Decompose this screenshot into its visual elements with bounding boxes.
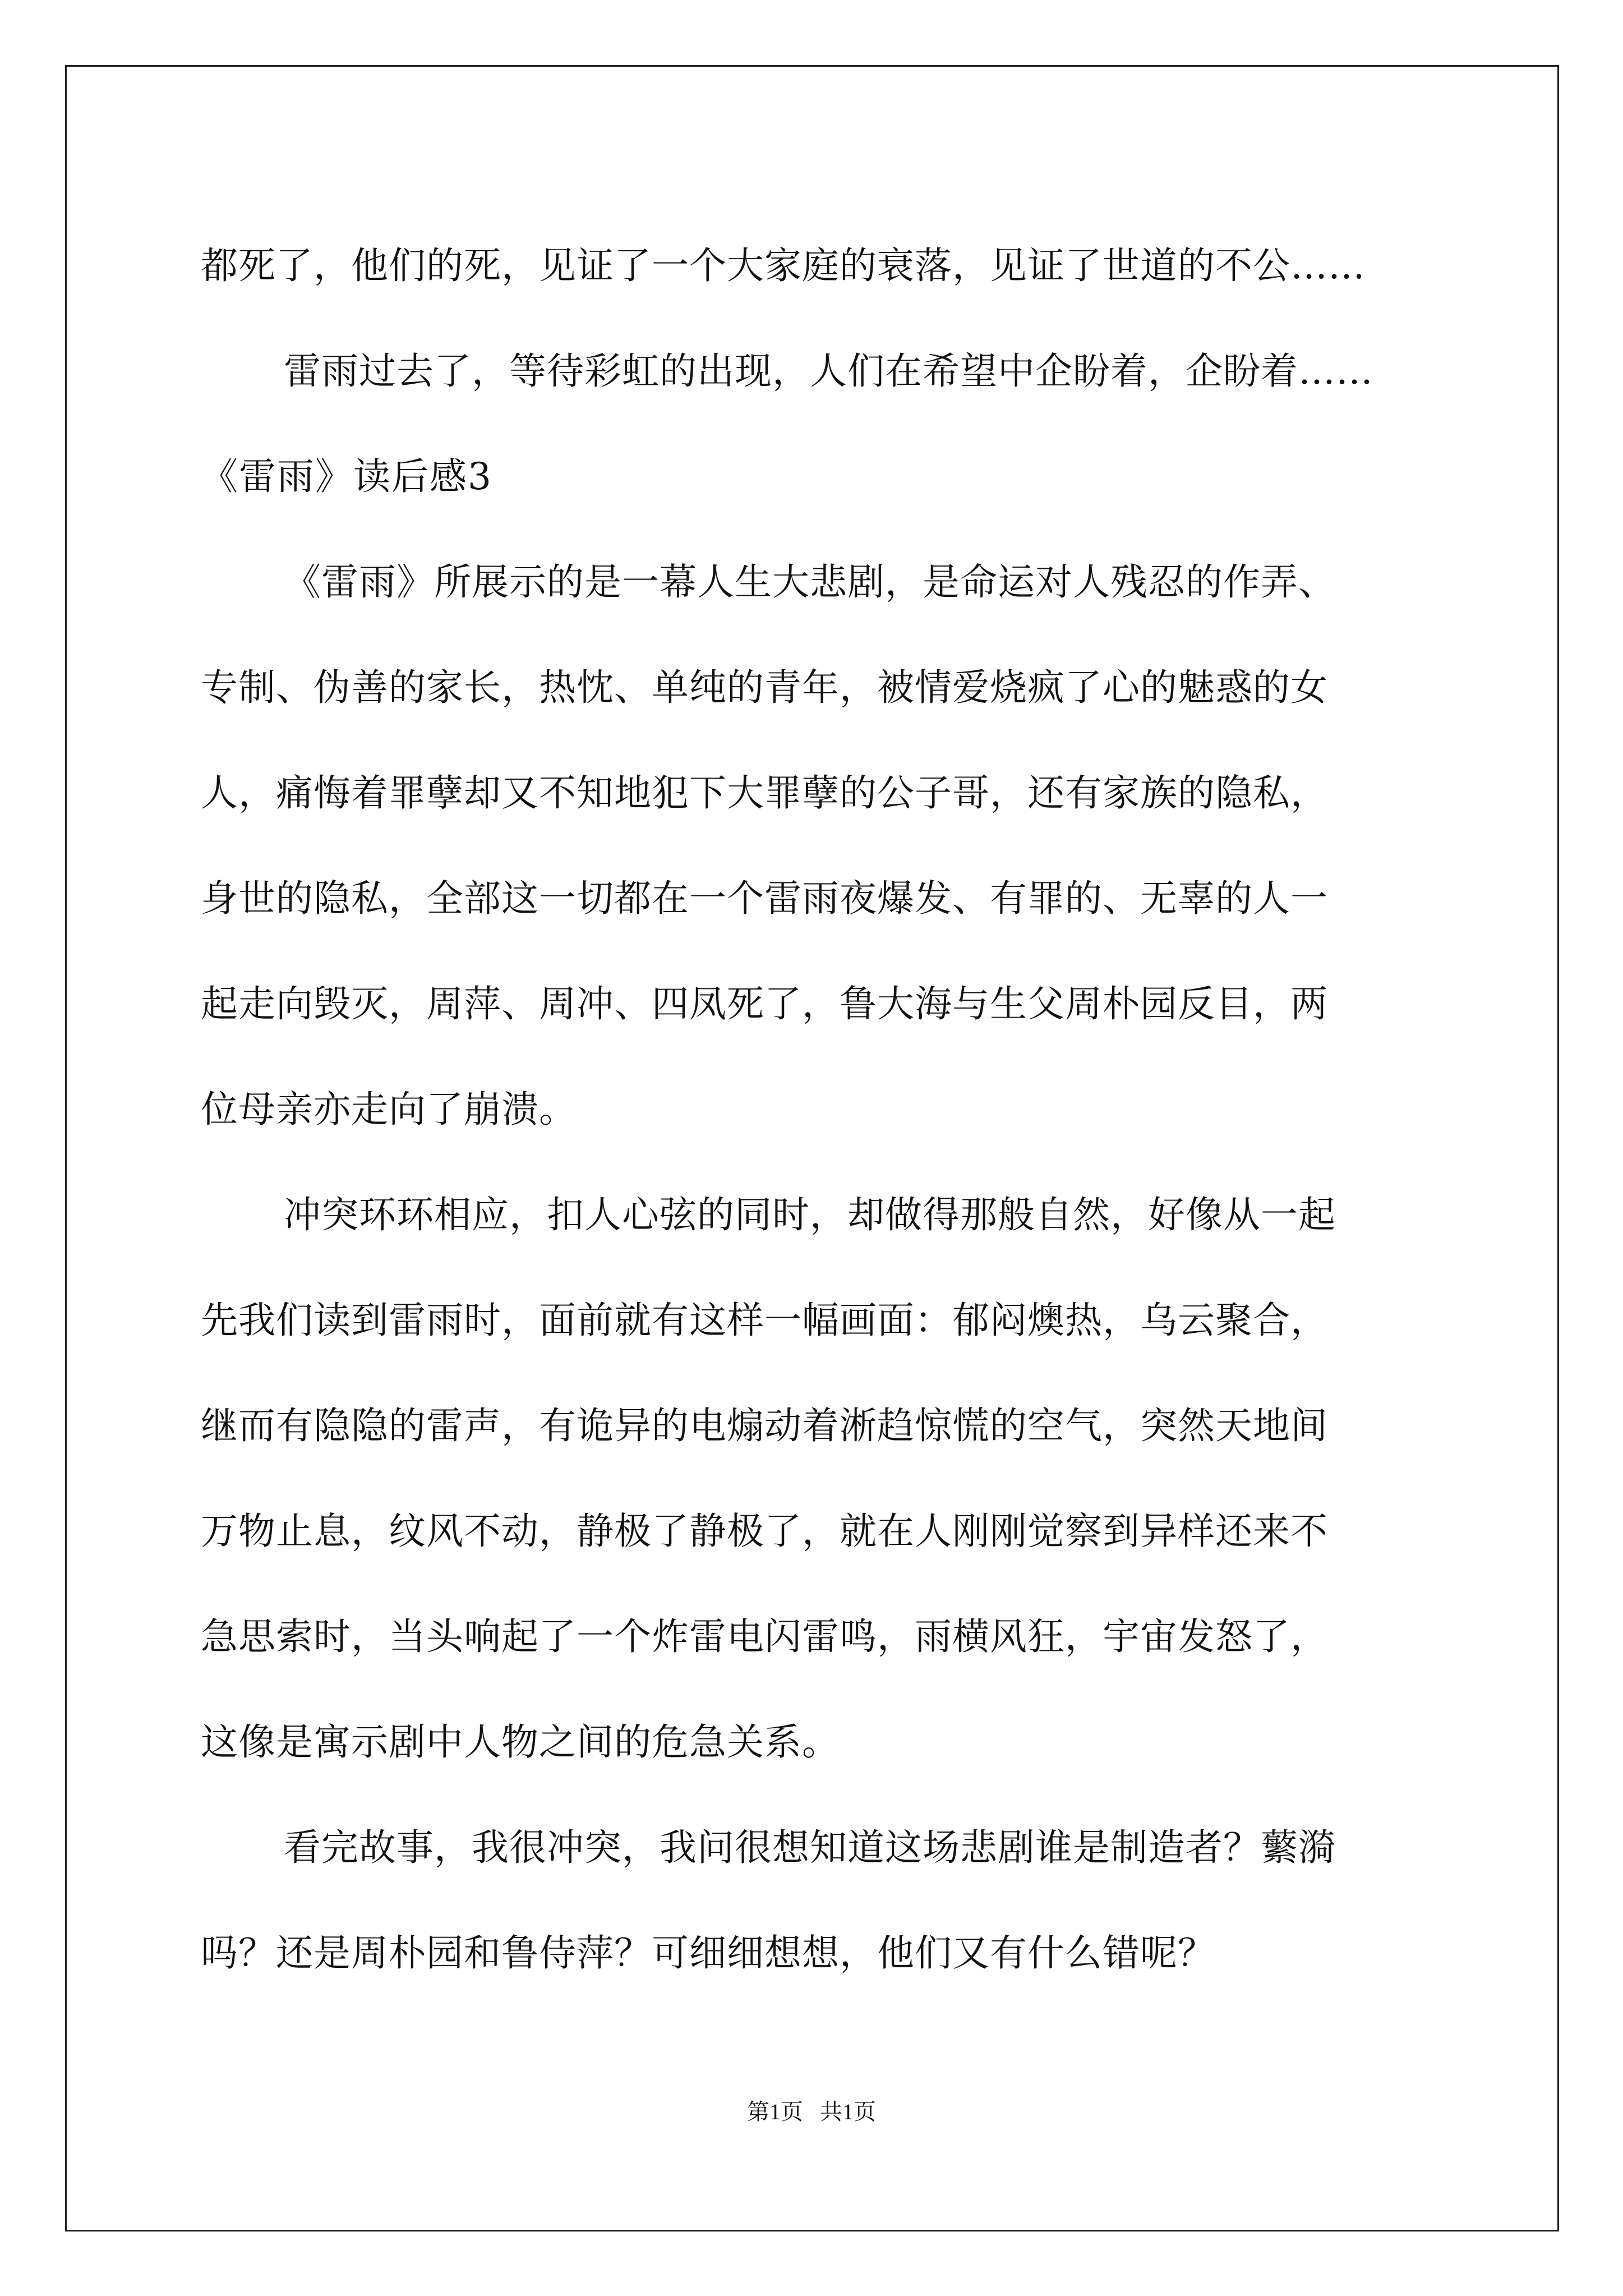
text-line: 都死了，他们的死，见证了一个大家庭的衰落，见证了世道的不公…… [201, 244, 1366, 287]
text-line: 万物止息，纹风不动，静极了静极了，就在人刚刚觉察到异样还来不 [201, 1510, 1328, 1553]
text-line: 急思索时，当头响起了一个炸雷电闪雷鸣，雨横风狂，宇宙发怒了， [201, 1615, 1328, 1658]
text-line: 专制、伪善的家长，热忱、单纯的青年，被情爱烧疯了心的魅惑的女 [201, 666, 1328, 709]
document-body [201, 213, 1435, 2006]
section-heading: 《雷雨》读后感3 [201, 455, 492, 498]
text-line: 位母亲亦走向了崩溃。 [201, 1088, 577, 1131]
text-line: 人，痛悔着罪孽却又不知地犯下大罪孽的公子哥，还有家族的隐私， [201, 771, 1328, 815]
page-number-label: 第1页 共1页 [747, 2099, 876, 2124]
text-line: 身世的隐私，全部这一切都在一个雷雨夜爆发、有罪的、无辜的人一 [201, 877, 1328, 920]
paragraph-line: 雷雨过去了，等待彩虹的出现，人们在希望中企盼着，企盼着…… [284, 349, 1373, 393]
paragraph-line: 看完故事，我很冲突，我问很想知道这场悲剧谁是制造者？蘩漪 [284, 1826, 1336, 1869]
text-line: 吗？还是周朴园和鲁侍萍？可细细想想，他们又有什么错呢？ [201, 1931, 1215, 1975]
text-line: 继而有隐隐的雷声，有诡异的电煽动着淅趋惊慌的空气，突然天地间 [201, 1404, 1328, 1447]
text-line: 起走向毁灭，周萍、周冲、四凤死了，鲁大海与生父周朴园反目，两 [201, 982, 1328, 1025]
text-line: 先我们读到雷雨时，面前就有这样一幅画面：郁闷燠热，乌云聚合， [201, 1299, 1328, 1342]
paragraph-line: 《雷雨》所展示的是一幕人生大悲剧，是命运对人残忍的作弄、 [284, 560, 1336, 604]
page-footer [0, 2095, 1623, 2129]
paragraph-line: 冲突环环相应，扣人心弦的同时，却做得那般自然，好像从一起 [284, 1193, 1336, 1236]
text-line: 这像是寓示剧中人物之间的危急关系。 [201, 1720, 840, 1764]
